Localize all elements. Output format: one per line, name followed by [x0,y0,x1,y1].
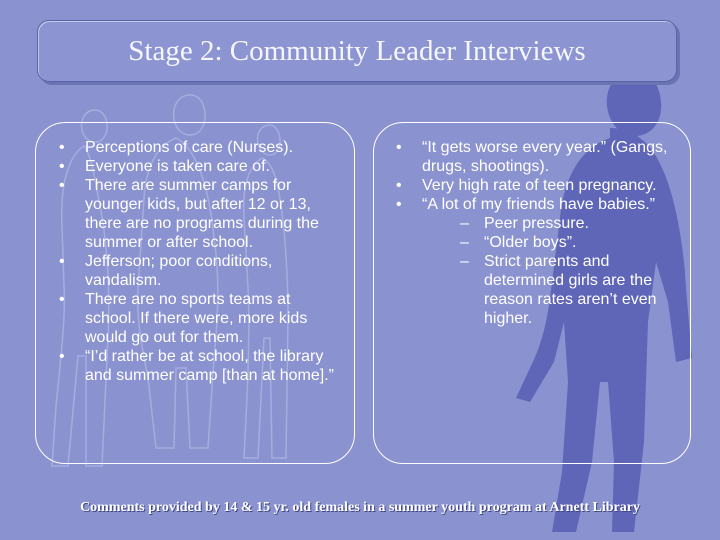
title-box [37,20,677,82]
list-item: • Perceptions of care (Nurses). [59,139,294,156]
bullet-icon: • [396,177,402,194]
bullet-icon: • [59,253,65,270]
bullet-icon: • [59,177,65,194]
bullet-icon: • [59,139,65,156]
left-bullet-list [55,138,340,385]
list-item: • “A lot of my friends have babies.” – Peer pressure. – “Older boys”. – Strict parents and determined girls are the reason rates aren’t even higher. [392,195,677,328]
list-item: • Everyone is taken care of. [59,158,270,175]
sub-list-item: – Peer pressure. [460,215,589,232]
footer-caption: Comments provided by 14 & 15 yr. old females in a summer youth program at Arnett Library [80,500,640,515]
list-item: • “It gets worse every year.” (Gangs, drugs, shootings). [396,139,668,175]
sub-list-item: – “Older boys”. [460,234,577,251]
dash-icon: – [460,215,469,232]
slide-title: Stage 2: Community Leader Interviews [128,34,586,67]
dash-icon: – [460,253,469,270]
list-item: • Very high rate of teen pregnancy. [396,177,657,194]
bullet-icon: • [396,196,402,213]
sub-bullet-list [422,214,677,328]
sub-list-item: – Strict parents and determined girls are the reason rates aren’t even higher. [460,253,657,327]
bullet-icon: • [59,158,65,175]
bullet-icon: • [59,291,65,308]
list-item: • “I’d rather be at school, the library and summer camp [than at home].” [59,348,334,384]
bullet-icon: • [396,139,402,156]
list-item: • Jefferson; poor conditions, vandalism. [59,253,273,289]
dash-icon: – [460,234,469,251]
right-bullet-list [392,138,677,328]
bullet-icon: • [59,348,65,365]
list-item: • There are no sports teams at school. If there were, more kids would go out for them. [59,291,308,346]
list-item: • There are summer camps for younger kids, but after 12 or 13, there are no programs during the summer or after school. [59,177,319,251]
